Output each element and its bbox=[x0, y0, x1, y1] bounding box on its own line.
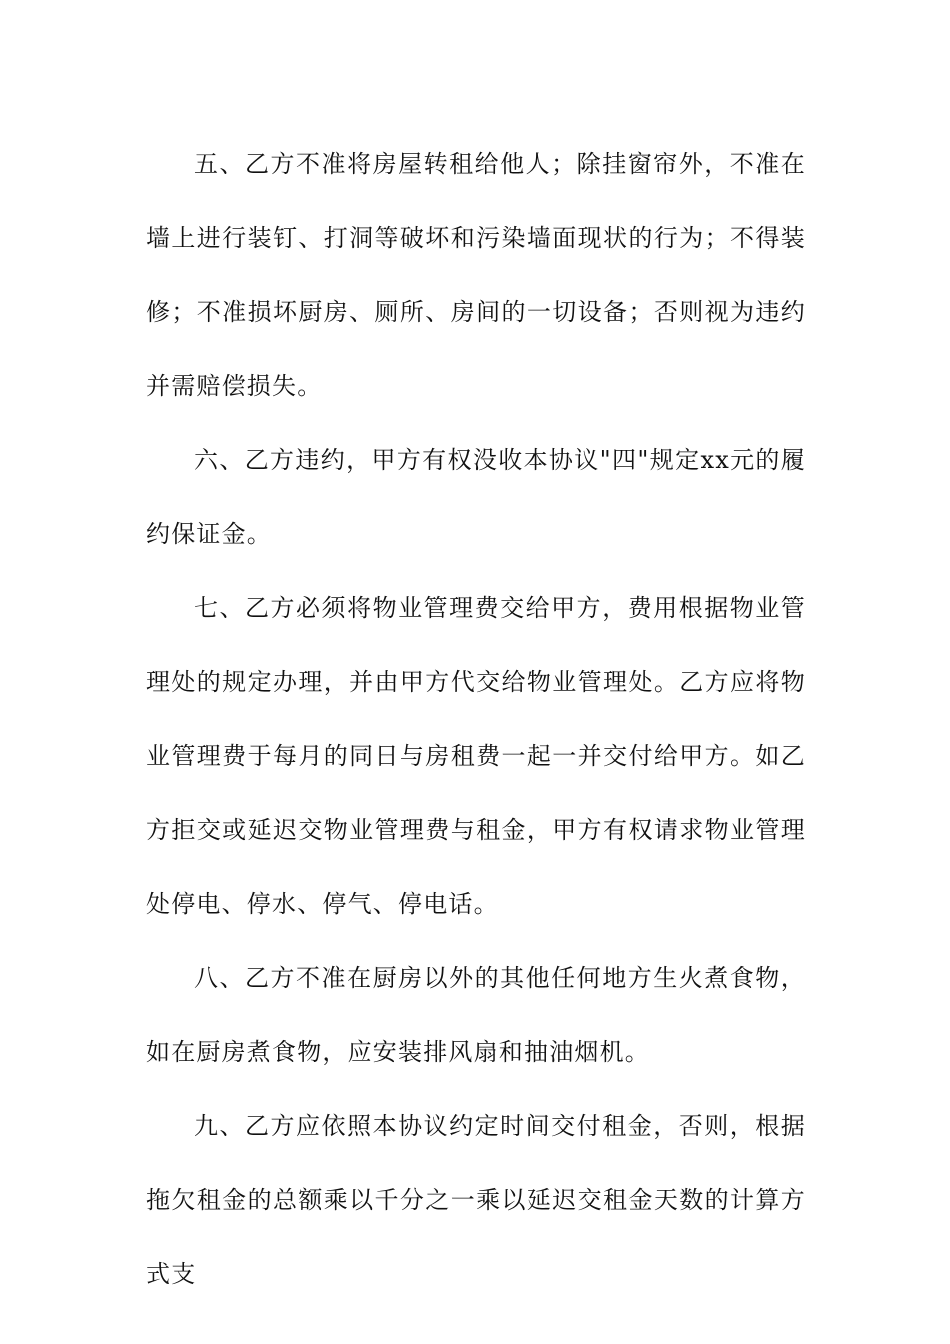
clause-5-paragraph: 五、乙方不准将房屋转租给他人；除挂窗帘外，不准在墙上进行装钉、打洞等破坏和污染墙面现状的行为；不得装修；不准损坏厨房、厕所、房间的一切设备；否则视为违约并需赔偿损失。 bbox=[146, 150, 806, 400]
clause-8-paragraph: 八、乙方不准在厨房以外的其他任何地方生火煮食物，如在厨房煮食物，应安装排风扇和抽油烟机。 bbox=[146, 964, 806, 1066]
document-body bbox=[146, 127, 806, 1311]
clause-6-paragraph: 六、乙方违约，甲方有权没收本协议"四"规定xx元的履约保证金。 bbox=[146, 446, 806, 548]
clause-9-paragraph: 九、乙方应依照本协议约定时间交付租金，否则，根据拖欠租金的总额乘以千分之一乘以延迟交租金天数的计算方式支 bbox=[146, 1112, 806, 1288]
clause-7-paragraph: 七、乙方必须将物业管理费交给甲方，费用根据物业管理处的规定办理，并由甲方代交给物业管理处。乙方应将物业管理费于每月的同日与房租费一起一并交付给甲方。如乙方拒交或延迟交物业管理费与租金，甲方有权请求物业管理处停电、停水、停气、停电话。 bbox=[146, 594, 806, 918]
